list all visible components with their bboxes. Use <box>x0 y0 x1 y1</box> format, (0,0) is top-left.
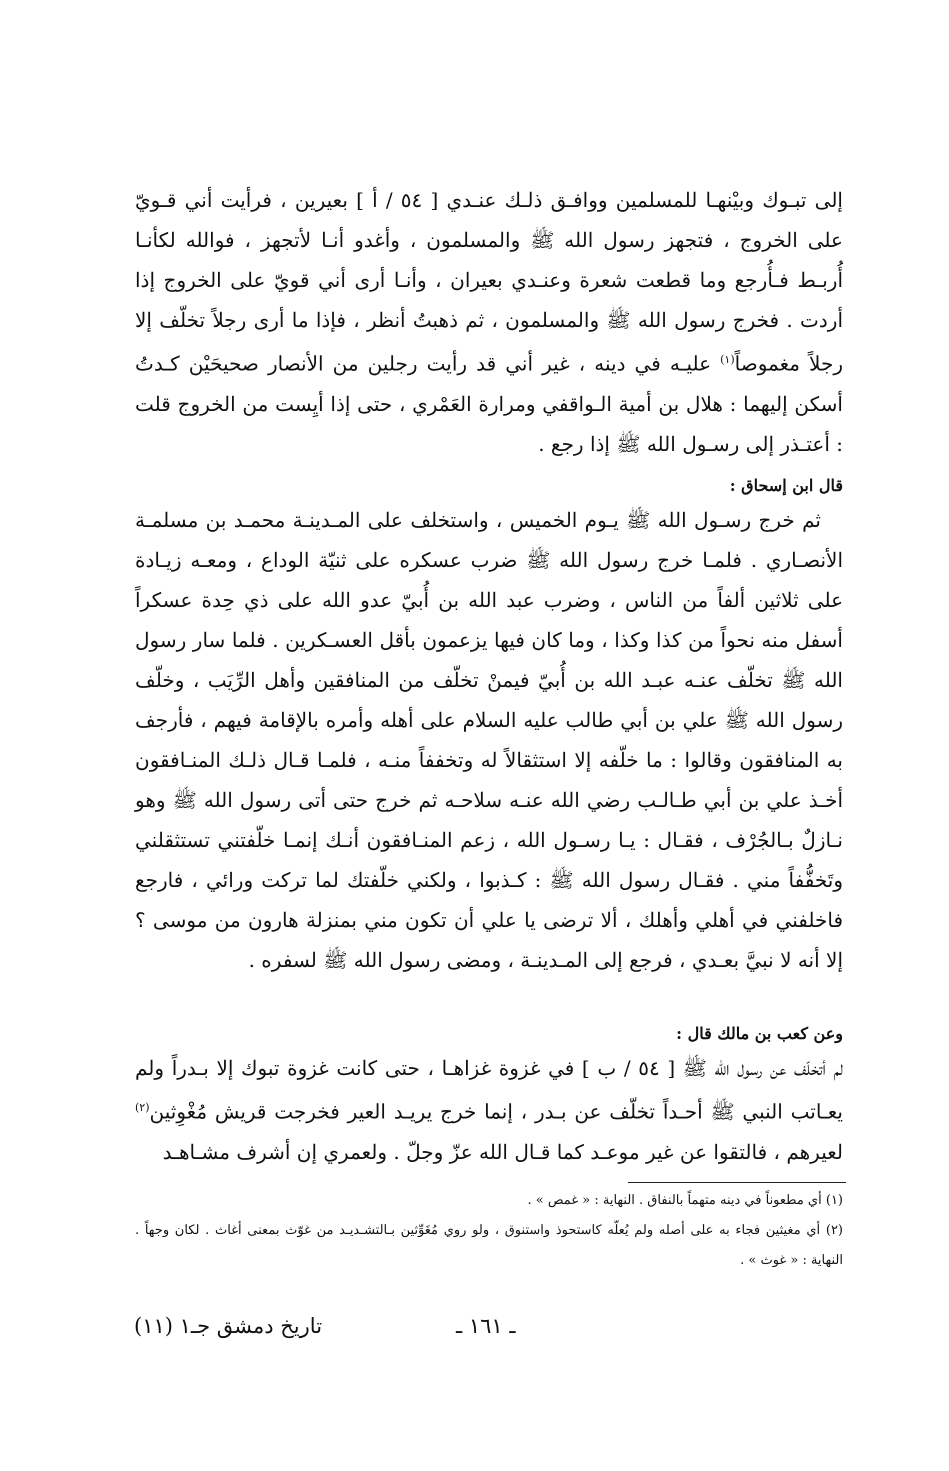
paragraph-kaab <box>135 1048 843 1172</box>
footnote-1: (١) أي مطعوناً في دينه متهماً بالنفاق . النهاية : « غمص » . <box>527 1193 843 1208</box>
footnote-ref-1: (١) <box>720 353 735 366</box>
section-heading-ibn-ishaq: قال ابن إسحاق : <box>729 476 843 495</box>
footnotes <box>135 1186 843 1276</box>
book-title: تاريخ دمشق جـ١ (١١) <box>134 1314 323 1338</box>
paragraph-text-cont: لعيرهم ، فالتقوا عن غير موعـد كما قـال الله عزّ وجلّ . ولعمري إن أشرف مشـاهـد <box>162 1139 843 1164</box>
footnote-2: (٢) أي مغيثين فجاء به على أصله ولم يُعلّه كاستحوذ واستنوق ، ولو روي مُغَوِّثين بـالتشـديـد من غوّث بمعنى أغاث . لكان وجهاً . النهاية : « غوث » . <box>135 1223 843 1268</box>
page-number: ـ ١٦١ ـ <box>456 1314 516 1338</box>
paragraph-departure <box>135 500 843 980</box>
paragraph-text: لم أتخلّف عن رسول الله ﷺ [ ٥٤ / ب ] في غزوة غزاهـا ، حتى كانت غزوة تبوك إلا بـدراً ولم يعـاتب النبي ﷺ أحـداً تخلّف عن بـدر ، إنما خرج يريـد العير فخرجت قريش مُغْوِثين <box>135 1056 843 1124</box>
paragraph-text: ثم خرج رسـول الله ﷺ يـوم الخميس ، واستخلف على المـدينـة محمـد بن مسلمـة الأنصـاري . فلمـا خرج رسول الله ﷺ ضرب عسكره على ثنيّة الوداع ، ومعـه زيـادة على ثلاثين ألفاً من الناس ، وضرب عبد الله بن أُبيّ عدو الله على ذي حِدة عسكراً أسفل منه نحواً من كذا وكذا ، وما كان فيها يزعمون بأقل العسـكرين . فلما سار رسول الله ﷺ تخلّف عنـه عبـد الله بن أُبيّ فيمنْ تخلّف من المنافقين وأهل الرِّيَب ، وخلّف رسول الله ﷺ علي بن أبي طالب عليه السلام على أهله وأمره بالإقامة فيهم ، فأرجف به المنافقون وقالوا : ما خلّفه إلا استثقالاً له وتخففاً منـه ، فلمـا قـال ذلـك المنـافقون أخـذ علي بن أبي طـالـب رضي الله عنـه سلاحـه ثم خرج حتى أتى رسول الله ﷺ وهو نـازلٌ بـالجُرْف ، فقـال : يـا رسـول الله ، زعم المنـافقون أنـك إنمـا خلّفتني تستثقلني وتَخفُّفاً مني . فقـال رسول الله ﷺ : كـذبوا ، ولكني خلّفتك لما تركت ورائي ، فارجع فاخلفني في أهلي وأهلك ، ألا ترضى يا علي أن تكون مني بمنزلة هارون من موسى ؟ إلا أنه لا نبيَّ بعـدي ، فرجع إلى المـدينـة ، ومضى رسول الله ﷺ لسفره . <box>135 508 843 972</box>
footnote-ref-2: (٢) <box>135 1101 150 1114</box>
section-heading-kaab: وعن كعب بن مالك قال : <box>676 1024 843 1043</box>
paragraph-intro <box>135 180 843 464</box>
paragraph-text: إلى تبـوك وبيْنهـا للمسلمين ووافـق ذلـك عنـدي [ ٥٤ / أ ] بعيرين ، فرأيت أني قـويّ على الخروج ، فتجهز رسول الله ﷺ والمسلمون ، وأغدو أنـا لأتجهز ، فوالله لكأنـا أُربـط فـأُرجع وما قطعت شعرة وعنـدي بعيران ، وأنـا أرى أني قويّ على الخروج إذا أردت . فخرج رسول الله ﷺ والمسلمون ، ثم ذهبتُ أنظر ، فإذا ما أرى رجلاً تخلّف إلا رجلاً مغموصاً <box>135 188 843 376</box>
paragraph-text-cont: عليـه في دينه ، غير أني قد رأيت رجلين من الأنصار صحيحَيْن كـدتُ أسكن إليهما : هلال بن أمية الـواقفي ومرارة العَمْري ، حتى إذا أيِست من الخروج قلت : أعتـذر إلى رسـول الله ﷺ إذا رجع . <box>135 351 843 456</box>
footnote-divider <box>628 1182 846 1183</box>
